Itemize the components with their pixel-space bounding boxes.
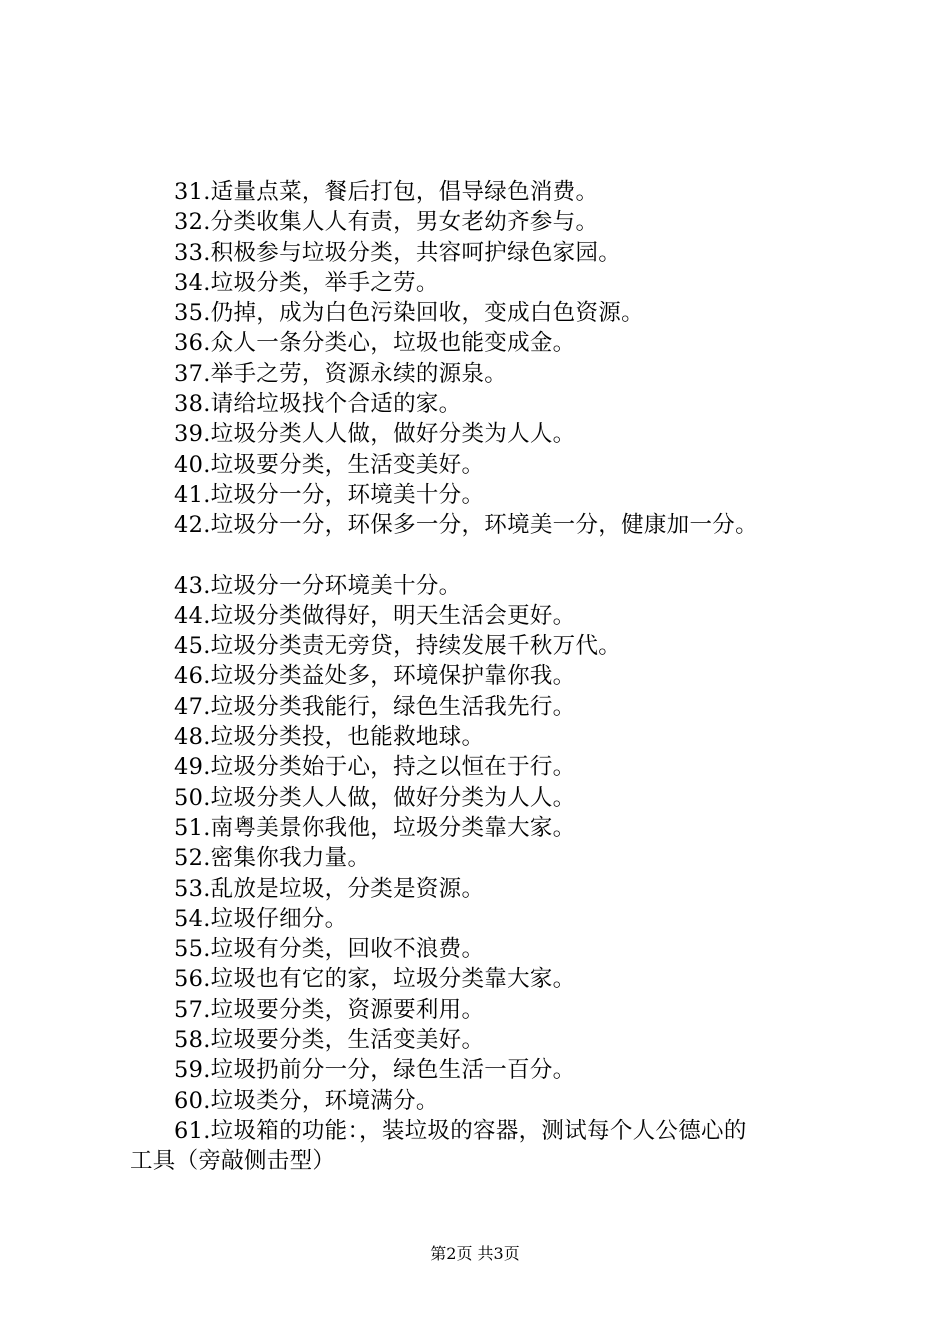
slogan-item: 49.垃圾分类始于心，持之以恒在于行。 xyxy=(174,754,576,781)
page-footer: 第2页 共3页 xyxy=(430,1244,520,1263)
slogan-item: 38.请给垃圾找个合适的家。 xyxy=(174,391,462,418)
slogan-item: 34.垃圾分类，举手之劳。 xyxy=(174,269,439,296)
slogan-item: 31.适量点菜，餐后打包，倡导绿色消费。 xyxy=(174,179,599,205)
slogan-item-61 xyxy=(130,1116,840,1177)
slogan-item: 60.垃圾类分，环境满分。 xyxy=(174,1087,439,1114)
slogan-list-part-1 xyxy=(130,177,840,541)
slogan-item: 56.垃圾也有它的家，垃圾分类靠大家。 xyxy=(174,966,576,993)
slogan-item: 43.垃圾分一分环境美十分。 xyxy=(174,572,462,599)
slogan-item-61-line-2: 工具（旁敲侧击型） xyxy=(130,1148,336,1175)
slogan-item: 42.垃圾分一分，环保多一分，环境美一分，健康加一分。 xyxy=(174,512,758,539)
slogan-item: 46.垃圾分类益处多，环境保护靠你我。 xyxy=(174,663,576,690)
slogan-item: 45.垃圾分类责无旁贷，持续发展千秋万代。 xyxy=(174,633,622,660)
slogan-list xyxy=(130,177,840,1177)
slogan-item: 58.垃圾要分类，生活变美好。 xyxy=(174,1027,485,1054)
slogan-item: 32.分类收集人人有责，男女老幼齐参与。 xyxy=(174,209,599,236)
slogan-item: 55.垃圾有分类，回收不浪费。 xyxy=(174,936,485,963)
slogan-item: 57.垃圾要分类，资源要利用。 xyxy=(174,996,485,1023)
paragraph-gap xyxy=(130,541,840,571)
slogan-list-part-2 xyxy=(130,571,840,1116)
slogan-item: 53.乱放是垃圾，分类是资源。 xyxy=(174,875,485,902)
slogan-item: 52.密集你我力量。 xyxy=(174,845,371,872)
slogan-item: 33.积极参与垃圾分类，共容呵护绿色家园。 xyxy=(174,239,622,266)
slogan-item: 39.垃圾分类人人做，做好分类为人人。 xyxy=(174,421,576,448)
slogan-item-61-line-1: 61.垃圾箱的功能：，装垃圾的容器，测试每个人公德心的 xyxy=(174,1117,747,1144)
slogan-item: 50.垃圾分类人人做，做好分类为人人。 xyxy=(174,784,576,811)
slogan-item: 44.垃圾分类做得好，明天生活会更好。 xyxy=(174,602,576,629)
slogan-item: 54.垃圾仔细分。 xyxy=(174,905,348,932)
slogan-item: 47.垃圾分类我能行，绿色生活我先行。 xyxy=(174,693,576,720)
slogan-item: 41.垃圾分一分，环境美十分。 xyxy=(174,481,485,508)
slogan-item: 36.众人一条分类心，垃圾也能变成金。 xyxy=(174,330,576,357)
slogan-item: 48.垃圾分类投，也能救地球。 xyxy=(174,724,485,751)
slogan-item: 51.南粤美景你我他，垃圾分类靠大家。 xyxy=(174,814,576,841)
slogan-item: 40.垃圾要分类，生活变美好。 xyxy=(174,451,485,478)
slogan-item: 37.举手之劳，资源永续的源泉。 xyxy=(174,360,508,387)
slogan-item: 59.垃圾扔前分一分，绿色生活一百分。 xyxy=(174,1057,576,1084)
slogan-item: 35.仍掉，成为白色污染回收，变成白色资源。 xyxy=(174,300,644,327)
